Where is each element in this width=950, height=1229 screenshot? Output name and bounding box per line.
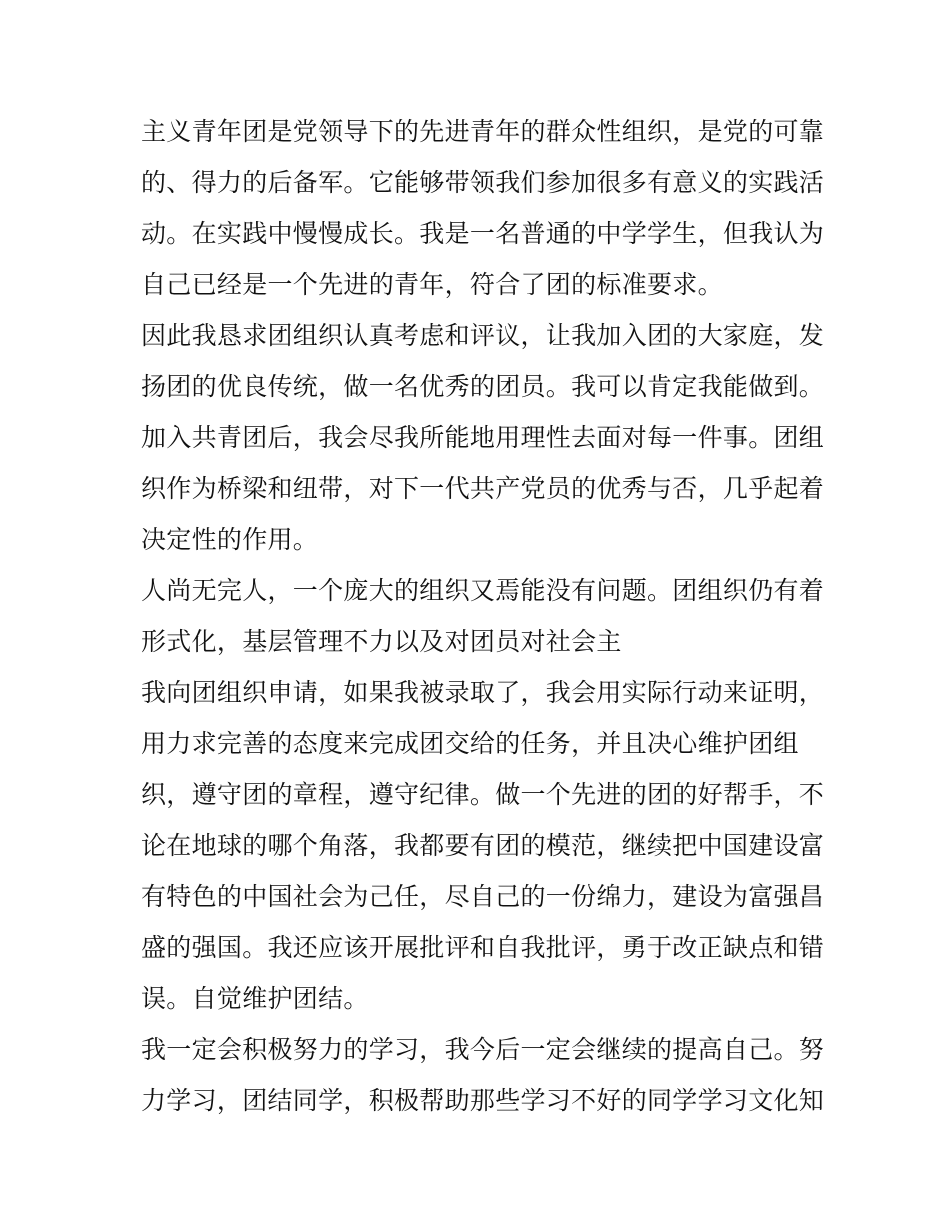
text-line: 盛的强国。我还应该开展批评和自我批评，勇于改正缺点和错: [141, 933, 825, 962]
text-line: 动。在实践中慢慢成长。我是一名普通的中学学生，但我认为: [141, 219, 825, 248]
text-line: 我一定会积极努力的学习，我今后一定会继续的提高自己。努: [141, 1035, 825, 1064]
text-line: 形式化，基层管理不力以及对团员对社会主: [141, 627, 622, 656]
text-line: 织作为桥梁和纽带，对下一代共产党员的优秀与否，几乎起着: [141, 474, 825, 503]
text-line: 论在地球的哪个角落，我都要有团的模范，继续把中国建设富: [141, 831, 825, 860]
text-line: 力学习，团结同学，积极帮助那些学习不好的同学学习文化知: [141, 1086, 825, 1115]
text-line: 自己已经是一个先进的青年，符合了团的标准要求。: [141, 270, 723, 299]
text-line: 误。自觉维护团结。: [141, 984, 369, 1013]
text-line: 有特色的中国社会为己任，尽自己的一份绵力，建设为富强昌: [141, 882, 825, 911]
text-line: 用力求完善的态度来完成团交给的任务，并且决心维护团组: [141, 729, 799, 758]
text-line: 因此我恳求团组织认真考虑和评议，让我加入团的大家庭，发: [141, 321, 825, 350]
text-line: 主义青年团是党领导下的先进青年的群众性组织，是党的可靠: [141, 117, 825, 146]
text-line: 加入共青团后，我会尽我所能地用理性去面对每一件事。团组: [141, 423, 825, 452]
text-line: 我向团组织申请，如果我被录取了，我会用实际行动来证明，: [141, 678, 825, 707]
text-line: 的、得力的后备军。它能够带领我们参加很多有意义的实践活: [141, 168, 825, 197]
document-body: [141, 106, 825, 1126]
text-line: 织，遵守团的章程，遵守纪律。做一个先进的团的好帮手，不: [141, 780, 825, 809]
text-line: 人尚无完人，一个庞大的组织又焉能没有问题。团组织仍有着: [141, 576, 825, 605]
text-line: 决定性的作用。: [141, 525, 319, 554]
text-line: 扬团的优良传统，做一名优秀的团员。我可以肯定我能做到。: [141, 372, 825, 401]
